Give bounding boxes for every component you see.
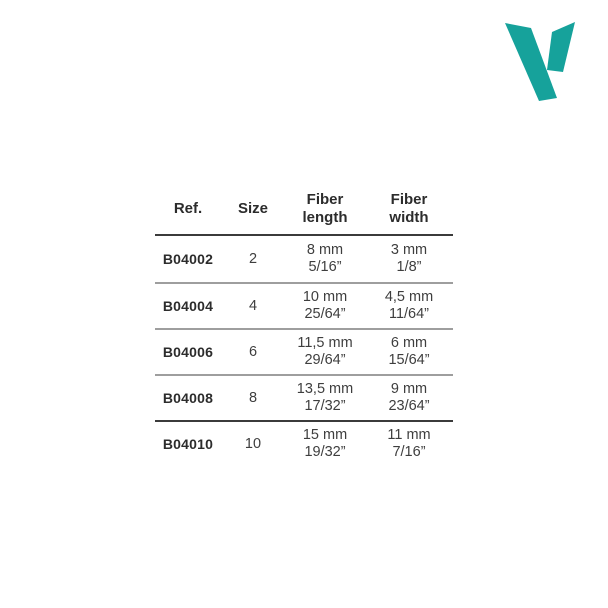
fiber-length-inches: 5/16” xyxy=(308,259,342,275)
table-row xyxy=(155,374,453,420)
fiber-length-inches: 19/32” xyxy=(304,444,346,460)
cell-ref: B04006 xyxy=(162,343,214,360)
fiber-length-mm: 15 mm xyxy=(302,427,348,443)
column-header-fiber-width: Fiber width xyxy=(389,191,429,226)
fiber-width-mm: 6 mm xyxy=(390,335,428,351)
fiber-width-inches: 11/64” xyxy=(388,306,430,322)
fiber-length-inches: 29/64” xyxy=(304,352,346,368)
cell-ref: B04004 xyxy=(162,297,214,314)
table-row xyxy=(155,236,453,282)
fiber-width-inches: 1/8” xyxy=(396,259,422,275)
cell-fiber-length xyxy=(285,284,365,328)
column-header-size: Size xyxy=(237,200,268,217)
table-row xyxy=(155,328,453,374)
cell-fiber-width xyxy=(365,422,453,466)
cell-fiber-width xyxy=(365,376,453,420)
column-header-ref: Ref. xyxy=(173,200,203,217)
fiber-length-mm: 8 mm xyxy=(306,242,344,258)
v-brand-logo-icon xyxy=(492,16,582,108)
logo-right-stroke xyxy=(547,22,575,72)
fiber-width-mm: 9 mm xyxy=(390,381,428,397)
fiber-width-inches: 15/64” xyxy=(388,352,430,368)
fiber-width-inches: 7/16” xyxy=(392,444,426,460)
fiber-length-mm: 13,5 mm xyxy=(296,381,354,397)
fiber-width-mm: 3 mm xyxy=(390,242,428,258)
cell-fiber-length xyxy=(285,330,365,374)
cell-fiber-width xyxy=(365,284,453,328)
cell-ref: B04010 xyxy=(162,435,214,452)
cell-fiber-length xyxy=(285,422,365,466)
cell-size: 2 xyxy=(248,250,258,267)
cell-fiber-width xyxy=(365,330,453,374)
cell-size: 6 xyxy=(248,343,258,360)
table-row xyxy=(155,282,453,328)
cell-size: 10 xyxy=(244,435,262,452)
fiber-length-mm: 10 mm xyxy=(302,289,348,305)
fiber-length-mm: 11,5 mm xyxy=(297,335,353,351)
cell-ref: B04008 xyxy=(162,389,214,406)
cell-ref: B04002 xyxy=(162,250,214,267)
cell-size: 4 xyxy=(248,297,258,314)
cell-fiber-length xyxy=(285,376,365,420)
fiber-width-mm: 11 mm xyxy=(387,427,431,443)
fiber-spec-table xyxy=(155,184,453,466)
table-row xyxy=(155,420,453,466)
fiber-width-mm: 4,5 mm xyxy=(384,289,434,305)
table-header-row xyxy=(155,184,453,236)
cell-size: 8 xyxy=(248,389,258,406)
fiber-length-inches: 25/64” xyxy=(304,306,346,322)
fiber-length-inches: 17/32” xyxy=(304,398,346,414)
fiber-width-inches: 23/64” xyxy=(388,398,430,414)
cell-fiber-length xyxy=(285,236,365,282)
column-header-fiber-length: Fiber length xyxy=(302,191,348,226)
cell-fiber-width xyxy=(365,236,453,282)
